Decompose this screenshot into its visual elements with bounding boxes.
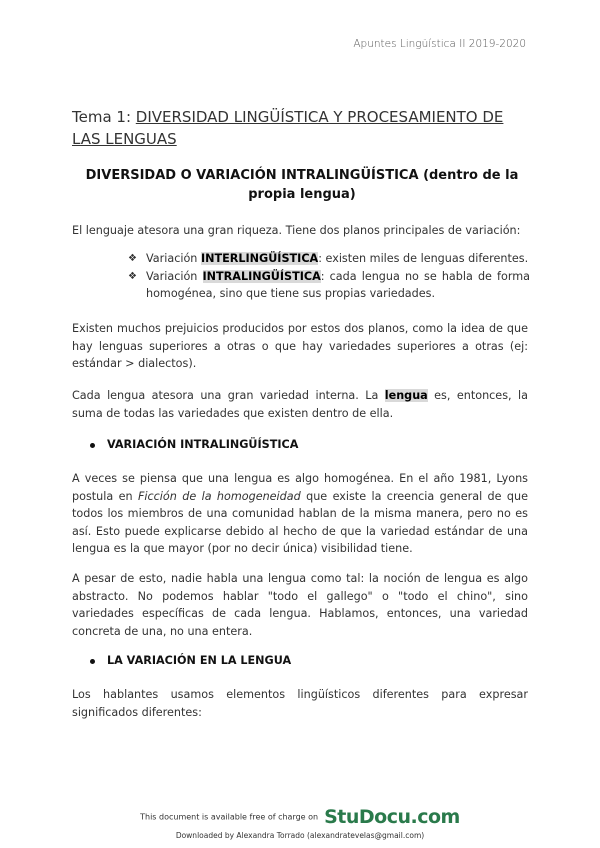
intro-paragraph: El lenguaje atesora una gran riqueza. Tiene dos planos principales de variación: xyxy=(72,224,521,237)
header-note: Apuntes Lingüística II 2019-2020 xyxy=(353,38,526,50)
studocu-logo[interactable]: StuDocu.com xyxy=(324,806,460,828)
list-item: ❖ Variación INTRALINGÜÍSTICA: cada lengua no se habla de forma homogénea, sino que tiene sus propias variedades. xyxy=(128,269,530,300)
paragraph-homogeneity: A veces se piensa que una lengua es algo homogénea. En el año 1981, Lyons postula en Ficción de la homogeneidad que existe la creencia general de que todos los miembros de una comunidad hablan de la misma manera, pero no es así. Esto puede explicarse debido al hecho de que la variedad estándar de una lengua es la que mayor (por no decir única) visibilidad tiene. xyxy=(72,472,528,555)
highlighted-term: lengua xyxy=(384,389,428,402)
footer-availability: This document is available free of charge on StuDocu.com xyxy=(140,806,460,828)
page-title xyxy=(72,106,532,150)
subheading-variacion-lengua: LA VARIACIÓN EN LA LENGUA xyxy=(90,654,291,667)
book-title: Ficción de la homogeneidad xyxy=(137,489,301,503)
diamond-bullet-icon: ❖ xyxy=(128,270,137,282)
title-main: DIVERSIDAD LINGÜÍSTICA Y PROCESAMIENTO DE LAS LENGUAS xyxy=(72,108,504,148)
bullet-dot-icon xyxy=(90,443,95,448)
paragraph-abstract-language: A pesar de esto, nadie habla una lengua como tal: la noción de lengua es algo abstracto. No podemos hablar "todo el gallego" o "todo el chino", sino variedades específicas de cada lengua. Hablamos, entonces, una variedad concreta de una, no una entera. xyxy=(72,572,528,638)
section-heading: DIVERSIDAD O VARIACIÓN INTRALINGÜÍSTICA (dentro de la propia lengua) xyxy=(85,168,519,202)
paragraph-lengua-definition: Cada lengua atesora una gran variedad interna. La lengua es, entonces, la suma de todas las variedades que existen dentro de ella. xyxy=(72,389,528,420)
footer-download-note: Downloaded by Alexandra Torrado (alexandratevelas@gmail.com) xyxy=(175,831,425,840)
paragraph-speakers: Los hablantes usamos elementos lingüísticos diferentes para expresar significados diferentes: xyxy=(72,688,528,719)
paragraph-prejudices: Existen muchos prejuicios producidos por estos dos planos, como la idea de que hay lenguas superiores a otras o que hay variedades superiores a otras (ej: estándar > dialectos). xyxy=(72,322,528,370)
bullet-dot-icon xyxy=(90,659,95,664)
list-item: ❖ Variación INTERLINGÜÍSTICA: existen miles de lenguas diferentes. xyxy=(126,250,530,268)
subheading-variacion-intralinguistica: VARIACIÓN INTRALINGÜÍSTICA xyxy=(90,438,298,451)
variation-list xyxy=(126,250,530,303)
diamond-bullet-icon: ❖ xyxy=(128,253,137,264)
title-prefix: Tema 1: xyxy=(72,108,136,126)
highlighted-term: INTERLINGÜÍSTICA xyxy=(200,252,319,265)
highlighted-term: INTRALINGÜÍSTICA xyxy=(202,269,321,283)
